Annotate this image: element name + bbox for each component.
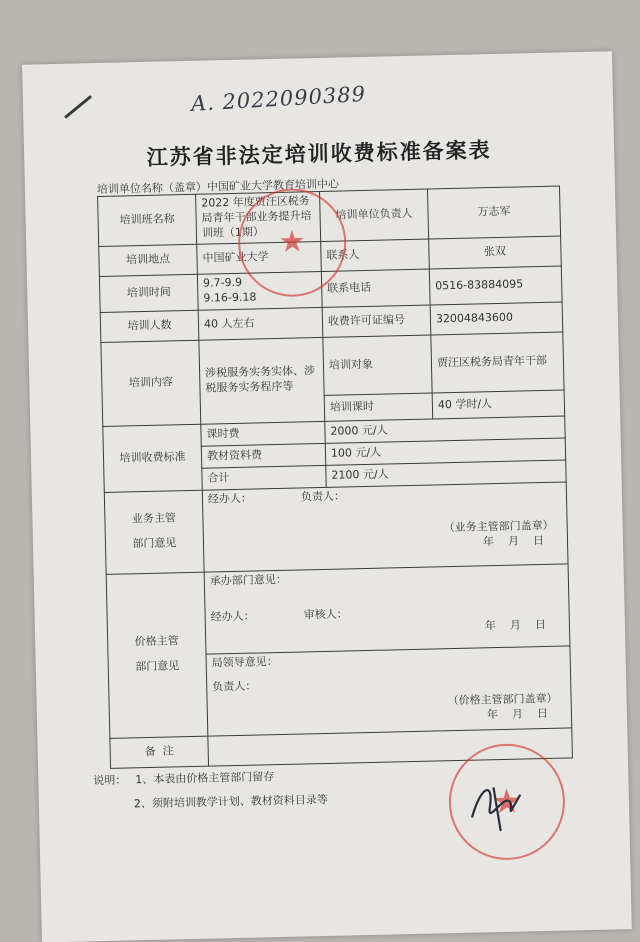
pen-stroke-mark — [64, 95, 92, 119]
price-stamp-note: （价格主管部门盖章） — [447, 691, 558, 708]
handwritten-signature — [463, 773, 534, 835]
content-value: 涉税服务实务实体、涉税服务实务程序等 — [199, 337, 325, 424]
business-label-1: 业务主管 — [131, 511, 177, 526]
price-dept-label — [106, 572, 208, 738]
note-item-1: 1、本表由价格主管部门留存 — [135, 770, 275, 787]
target-value: 贾汪区税务局青年干部 — [431, 332, 564, 393]
principal-value: 万志军 — [428, 186, 561, 239]
location-value: 中国矿业大学 — [197, 241, 322, 274]
table-row — [101, 332, 564, 400]
license-value: 32004843600 — [430, 302, 563, 335]
lesson-fee-value: 2000 元/人 — [325, 416, 565, 443]
business-label-2: 部门意见 — [132, 536, 177, 551]
location-label: 培训地点 — [99, 244, 198, 276]
class-name-value: 2022 年度贾汪区税务局青年干部业务提升培训班（1期） — [196, 191, 321, 243]
hours-label: 培训课时 — [324, 393, 433, 421]
notes-label: 说明： — [93, 773, 127, 788]
business-stamp-note: （业务主管部门盖章） — [443, 519, 554, 535]
price-undertaking: 承办部门意见： — [209, 572, 287, 588]
count-value: 40 人左右 — [198, 307, 323, 340]
phone-label: 联系电话 — [321, 269, 430, 307]
document-paper — [22, 51, 632, 942]
note-item-2: 2、须附培训教学计划、教材资料目录等 — [133, 793, 328, 811]
handwritten-code: A. 2022090389 — [190, 81, 367, 116]
business-date: 年 月 日 — [482, 534, 545, 549]
table-row — [104, 481, 568, 573]
price-date-1: 年 月 日 — [484, 618, 547, 633]
contact-value: 张双 — [429, 236, 562, 269]
star-icon: ★ — [278, 224, 307, 260]
star-icon: ★ — [491, 781, 523, 823]
remarks-label: 备 注 — [110, 736, 209, 768]
time-value-1: 9.7-9.9 — [202, 275, 243, 290]
material-fee-value: 100 元/人 — [325, 437, 565, 464]
price-label-2: 部门意见 — [135, 659, 180, 674]
lesson-fee-label: 课时费 — [201, 421, 325, 446]
class-name-label: 培训班名称 — [98, 194, 197, 246]
notes — [93, 764, 328, 818]
count-label: 培训人数 — [100, 310, 199, 342]
unit-value: 中国矿业大学教育培训中心 — [206, 177, 340, 194]
price-undertaking-opinion — [204, 563, 570, 653]
price-reviewer: 审核人： — [303, 607, 348, 622]
price-handler: 经办人： — [210, 609, 255, 624]
total-label: 合计 — [202, 465, 326, 490]
contact-label: 联系人 — [321, 239, 430, 271]
license-label: 收费许可证编号 — [322, 305, 431, 337]
content-label: 培训内容 — [101, 340, 201, 426]
principal-label: 培训单位负责人 — [320, 189, 429, 241]
phone-value: 0516-83884095 — [429, 266, 562, 305]
price-date-2: 年 月 日 — [486, 706, 549, 722]
page-title: 江苏省非法定培训收费标准备案表 — [146, 138, 492, 170]
price-bureau: 局领导意见： — [211, 654, 278, 670]
hours-value: 40 学时/人 — [432, 390, 565, 419]
total-value: 2100 元/人 — [326, 459, 566, 486]
business-responsible: 负责人： — [300, 489, 346, 504]
time-label: 培训时间 — [99, 274, 198, 312]
price-label-1: 价格主管 — [134, 634, 179, 649]
material-fee-label: 教材资料费 — [201, 443, 325, 468]
business-handler: 经办人： — [207, 491, 253, 506]
table-row — [106, 563, 570, 655]
business-dept-label — [104, 490, 204, 574]
price-responsible: 负责人： — [212, 679, 257, 694]
business-dept-opinion — [202, 481, 568, 571]
fee-label: 培训收费标准 — [103, 424, 202, 492]
unit-label: 培训单位名称（盖章） — [96, 180, 208, 197]
target-label: 培训对象 — [323, 335, 432, 395]
price-bureau-opinion — [206, 645, 572, 735]
time-value-2: 9.16-9.18 — [203, 290, 257, 305]
